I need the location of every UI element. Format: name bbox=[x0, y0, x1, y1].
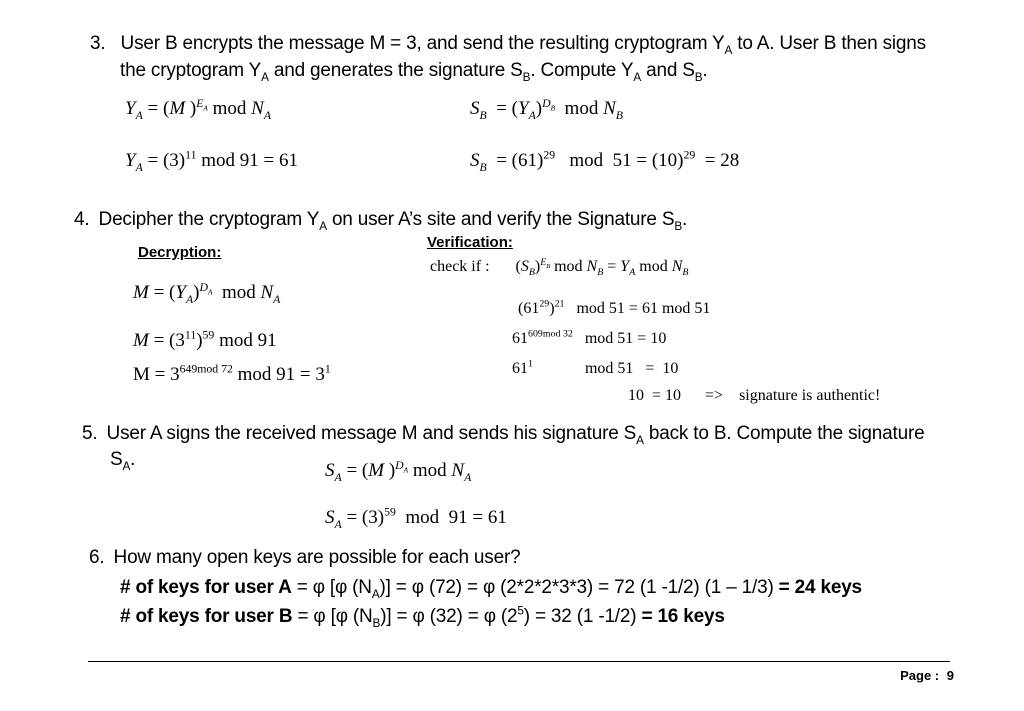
q6-number: 6. bbox=[89, 547, 105, 568]
page-label: Page : bbox=[900, 668, 940, 683]
q4-line bbox=[74, 208, 687, 232]
q3-text-2b: and generates the signature S bbox=[268, 60, 523, 81]
q5-sub: A bbox=[122, 459, 131, 473]
ver-check: check if : $(S_B)^{E_B}$ mod $N_B = Y_A$ mod $N_B$ bbox=[430, 256, 689, 279]
q3-sub: B bbox=[694, 70, 703, 84]
q4-number: 4. bbox=[74, 209, 90, 230]
q5-eq1: $S_A = (M$ )$^{D_A}$ mod $N_A$ bbox=[325, 458, 472, 484]
q3-number: 3. bbox=[90, 33, 106, 54]
q3-sub: A bbox=[633, 70, 642, 84]
q3-sub: B bbox=[522, 70, 531, 84]
q3-text-2a: the cryptogram Y bbox=[120, 60, 262, 81]
dec-eq2: $M = (3^{11})^{59}$ mod 91 bbox=[133, 328, 277, 351]
q6-a-mid1: = φ [φ (N bbox=[291, 577, 372, 598]
q4-sub: B bbox=[674, 219, 682, 233]
q5-line1 bbox=[82, 422, 924, 446]
q6-question-line bbox=[89, 546, 520, 570]
ver-eq5: 10 = 10 => signature is authentic! bbox=[628, 387, 881, 404]
q5-line2 bbox=[110, 448, 135, 472]
q6-answer-b bbox=[120, 605, 725, 629]
q6-b-mid2: )] = φ (32) = φ (2 bbox=[380, 606, 518, 627]
ver-eq3: $61^{609mod 32}$ mod 51 = 10 bbox=[512, 328, 667, 347]
q3-text-2d: and S bbox=[641, 60, 695, 81]
dec-eq1: $M = (Y_A)^{D_A}$ mod $N_A$ bbox=[133, 280, 281, 306]
q3-line2 bbox=[120, 59, 708, 83]
q3-text-1-end: to A. User B then signs bbox=[732, 33, 926, 54]
verification-label: Verification: bbox=[427, 234, 513, 251]
decryption-label: Decryption: bbox=[138, 244, 222, 261]
q6-a-mid2: )] = φ (72) = φ (2*2*2*3*3) = 72 (1 -1/2) (1 – 1/3) bbox=[379, 577, 779, 598]
ver-check-label: check if : bbox=[430, 258, 490, 275]
q5-text-2a: S bbox=[110, 449, 123, 470]
q6-b-mid1: = φ [φ (N bbox=[292, 606, 373, 627]
q6-b-sub: B bbox=[372, 616, 381, 630]
page-footer bbox=[900, 668, 954, 683]
q3-eq-ya-value: $Y_A = (3)^{11}$ mod 91 = 61 bbox=[125, 148, 298, 174]
q3-sub: A bbox=[261, 70, 269, 84]
q3-eq-sb-general: $S_B = (Y_A)^{D_B}$ mod $N_B$ bbox=[470, 96, 623, 122]
q5-sub: A bbox=[636, 433, 644, 447]
q5-text-2b: . bbox=[130, 449, 136, 470]
q6-a-sub: A bbox=[371, 587, 380, 601]
q5-eq2: $S_A = (3)^{59}$ mod 91 = 61 bbox=[325, 505, 507, 531]
q4-text-c: . bbox=[682, 209, 688, 230]
q6-b-result: = 16 keys bbox=[641, 606, 725, 627]
q3-eq-sb-value: $S_B = (61)^{29}$ mod $51 = (10)^{29} = 28$ bbox=[470, 148, 740, 174]
footer-divider bbox=[88, 661, 950, 662]
q5-text-1a: User A signs the received message M and sends his signature S bbox=[106, 423, 637, 444]
q3-sub: A bbox=[724, 43, 733, 57]
q3-text-2c: . Compute Y bbox=[530, 60, 634, 81]
q6-answer-a bbox=[120, 576, 862, 600]
q6-b-label: # of keys for user B bbox=[120, 606, 293, 627]
q6-a-label: # of keys for user A bbox=[120, 577, 292, 598]
ver-eq2: $(61^{29})^{21}$ mod 51 = 61 mod 51 bbox=[518, 298, 711, 317]
ver-eq4: $61^1$ mod 51 = 10 bbox=[512, 358, 679, 377]
q3-text-1: User B encrypts the message M = 3, and send the resulting cryptogram Y bbox=[120, 33, 725, 54]
q3-text-2e: . bbox=[702, 60, 708, 81]
q6-question: How many open keys are possible for each user? bbox=[113, 547, 521, 568]
dec-eq3: $M = 3^{649mod 72}$ mod $91 = 3^1$ bbox=[133, 362, 331, 385]
q3-line1 bbox=[90, 32, 926, 56]
q4-text-b: on user A’s site and verify the Signature S bbox=[326, 209, 675, 230]
q5-text-1b: back to B. Compute the signature bbox=[643, 423, 925, 444]
q4-text-a: Decipher the cryptogram Y bbox=[98, 209, 320, 230]
q4-sub: A bbox=[319, 219, 327, 233]
q5-number: 5. bbox=[82, 423, 98, 444]
q6-b-mid3: ) = 32 (1 -1/2) bbox=[523, 606, 642, 627]
q6-b-sup: 5 bbox=[517, 604, 524, 618]
page-number: 9 bbox=[946, 668, 954, 683]
q3-eq-ya-general: $Y_A = (M$ )$^{E_A}$ mod $N_A$ bbox=[125, 96, 272, 122]
q6-a-result: = 24 keys bbox=[778, 577, 862, 598]
